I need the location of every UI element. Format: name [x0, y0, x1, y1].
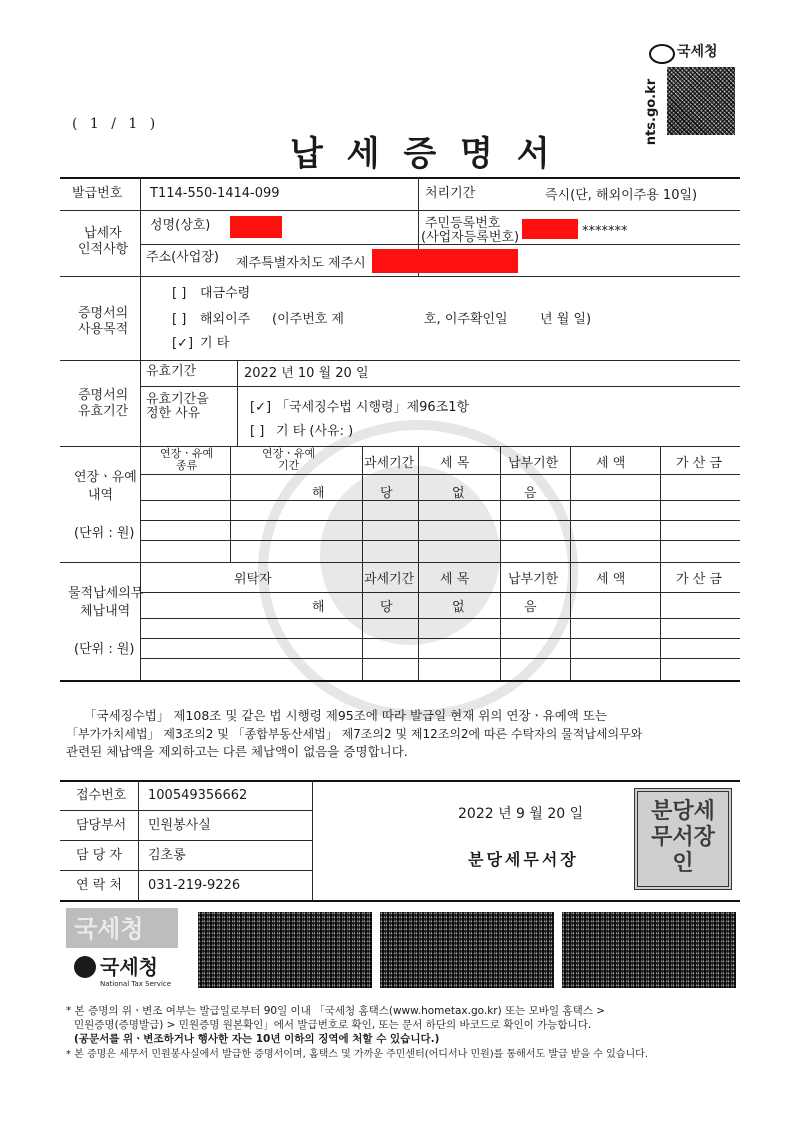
validity-period-value: 2022 년 10 월 20 일 — [244, 366, 369, 381]
reason-checkbox-2: [ ] — [250, 424, 265, 439]
validity-reason-label-2: 정한 사유 — [146, 406, 201, 421]
col-penalty-2: 가 산 금 — [676, 572, 722, 587]
col-due-date: 납부기한 — [508, 456, 559, 471]
nts-mascot-icon — [649, 44, 675, 64]
col-deferral-type: 연장ㆍ유예 종류 — [160, 447, 214, 472]
secondary-unit: (단위 : 원) — [74, 642, 135, 657]
purpose-checkbox-2: [ ] — [172, 312, 187, 327]
issue-number-label: 발급번호 — [72, 186, 123, 201]
issue-number-value: T114-550-1414-099 — [150, 186, 280, 201]
validity-section-label-2: 유효기간 — [78, 404, 129, 419]
bottom-logo-subtext: National Tax Service — [100, 980, 172, 988]
seal-text: 분당세무서장인 — [651, 798, 715, 876]
col-due-date-2: 납부기한 — [508, 572, 559, 587]
name-label: 성명(상호) — [150, 218, 211, 233]
purpose-section-label-2: 사용목적 — [78, 322, 129, 337]
col-tax-period: 과세기간 — [364, 456, 415, 471]
secondary-section-label: 물적납세의무 — [68, 586, 144, 601]
redacted-name — [230, 216, 282, 238]
secondary-none-2: 당 — [380, 600, 393, 615]
address-label: 주소(사업장) — [146, 250, 219, 265]
reason-decree: 「국세징수법 시행령」제96조1항 — [276, 400, 470, 415]
statement-line-2: 「부가가치세법」 제3조의2 및 「종합부동산세법」 제7조의2 및 제12조의2에 따른 수탁자의 물적납세의무와 — [66, 727, 643, 741]
nts-emblem-icon — [74, 956, 96, 978]
deferral-section-label: 연장ㆍ유예 — [74, 470, 137, 485]
nts-url: nts.go.kr — [644, 78, 660, 146]
validity-period-label: 유효기간 — [146, 364, 197, 379]
department-value: 민원봉사실 — [148, 818, 211, 833]
barcode-block-3 — [562, 912, 736, 988]
emigration-confirm-date: 년 월 일) — [540, 312, 592, 327]
footnote-1-line-2: 민원증명(증명발급) > 민원증명 원본확인」에서 발급번호로 확인, 또는 문서 하단의 바코드로 확인이 가능합니다. — [74, 1019, 592, 1031]
deferral-none-2: 당 — [380, 486, 393, 501]
receipt-value: 100549356662 — [148, 788, 248, 803]
col-tax-item: 세 목 — [440, 456, 470, 471]
page-counter: ( 1 / 1 ) — [72, 116, 160, 132]
col-tax-amount: 세 액 — [596, 456, 626, 471]
phone-value: 031-219-9226 — [148, 878, 241, 893]
processing-period-value: 즉시(단, 해외이주용 10일) — [545, 188, 698, 203]
secondary-none-4: 음 — [524, 600, 537, 615]
address-value: 제주특별자치도 제주시 — [236, 256, 366, 271]
secondary-none-1: 해 — [312, 600, 325, 615]
officer-label: 담 당 자 — [76, 848, 122, 863]
issuer-name: 분당세무서장 — [468, 850, 579, 869]
secondary-none-3: 없 — [452, 600, 465, 615]
barcode-block-2 — [380, 912, 554, 988]
purpose-option-payment: 대금수령 — [200, 286, 251, 301]
nts-stamp-watermark: 국세청 — [66, 908, 178, 948]
statement-line-3: 관련된 체납액을 제외하고는 다른 체납액이 없음을 증명합니다. — [66, 744, 408, 759]
emigration-number: (이주번호 제 — [272, 312, 344, 327]
nts-header-logo — [644, 42, 737, 152]
redacted-address — [372, 249, 518, 273]
col-tax-amount-2: 세 액 — [596, 572, 626, 587]
deferral-none-1: 해 — [312, 486, 325, 501]
col-penalty: 가 산 금 — [676, 456, 722, 471]
phone-label: 연 락 처 — [76, 878, 122, 893]
issue-date: 2022 년 9 월 20 일 — [458, 806, 584, 822]
emigration-confirm-date-label: 호, 이주확인일 — [424, 312, 508, 327]
brn-label: (사업자등록번호) — [421, 230, 520, 245]
verification-qr-code — [667, 67, 735, 135]
reason-other: 기 타 (사유: ) — [276, 424, 354, 439]
footnote-1-line-3: (공문서를 위ㆍ변조하거나 행사한 자는 10년 이하의 징역에 처할 수 있습니다.) — [74, 1033, 440, 1045]
deferral-none-3: 없 — [452, 486, 465, 501]
bottom-logo-text: 국세청 — [100, 955, 158, 979]
col-deferral-period: 연장ㆍ유예 기간 — [262, 447, 316, 472]
taxpayer-section-label-2: 인적사항 — [78, 242, 129, 257]
redacted-rrn — [522, 219, 578, 239]
rrn-label: 주민등록번호 — [425, 216, 501, 231]
processing-period-label: 처리기간 — [425, 186, 476, 201]
document-title: 납 세 증 명 서 — [290, 134, 556, 174]
validity-section-label: 증명서의 — [78, 388, 129, 403]
purpose-option-other: 기 타 — [200, 336, 230, 351]
col-tax-period-2: 과세기간 — [364, 572, 415, 587]
department-label: 담당부서 — [76, 818, 127, 833]
officer-value: 김초롱 — [148, 848, 186, 863]
footnote-1-line-1: * 본 증명의 위ㆍ변조 여부는 발급일로부터 90일 이내 「국세청 홈택스(www.hometax.go.kr) 또는 모바일 홈택스 > — [66, 1005, 605, 1017]
purpose-checkbox-3: [✓] — [172, 336, 194, 351]
validity-reason-label: 유효기간을 — [146, 392, 209, 407]
deferral-none-4: 음 — [524, 486, 537, 501]
reason-checkbox-1: [✓] — [250, 400, 272, 415]
nts-logo-text: 국세청 — [677, 44, 718, 60]
secondary-section-label-2: 체납내역 — [80, 604, 131, 619]
footnote-2: * 본 증명은 세무서 민원봉사실에서 발급한 증명서이며, 홈택스 및 가까운 주민센터(어디서나 민원)를 통해서도 발급 받을 수 있습니다. — [66, 1049, 648, 1060]
statement-line-1: 「국세징수법」 제108조 및 같은 법 시행령 제95조에 따라 발급일 현재 위의 연장ㆍ유예액 또는 — [84, 708, 607, 723]
barcode-block-1 — [198, 912, 372, 988]
purpose-option-emigration: 해외이주 — [200, 312, 251, 327]
purpose-checkbox-1: [ ] — [172, 286, 187, 301]
rrn-mask: ******* — [582, 224, 628, 239]
col-tax-item-2: 세 목 — [440, 572, 470, 587]
deferral-section-label-2: 내역 — [88, 488, 114, 503]
taxpayer-section-label: 납세자 — [84, 226, 122, 241]
deferral-unit: (단위 : 원) — [74, 526, 135, 541]
official-seal — [634, 788, 732, 890]
purpose-section-label: 증명서의 — [78, 306, 129, 321]
receipt-label: 접수번호 — [76, 788, 127, 803]
col-trustor: 위탁자 — [234, 572, 272, 587]
